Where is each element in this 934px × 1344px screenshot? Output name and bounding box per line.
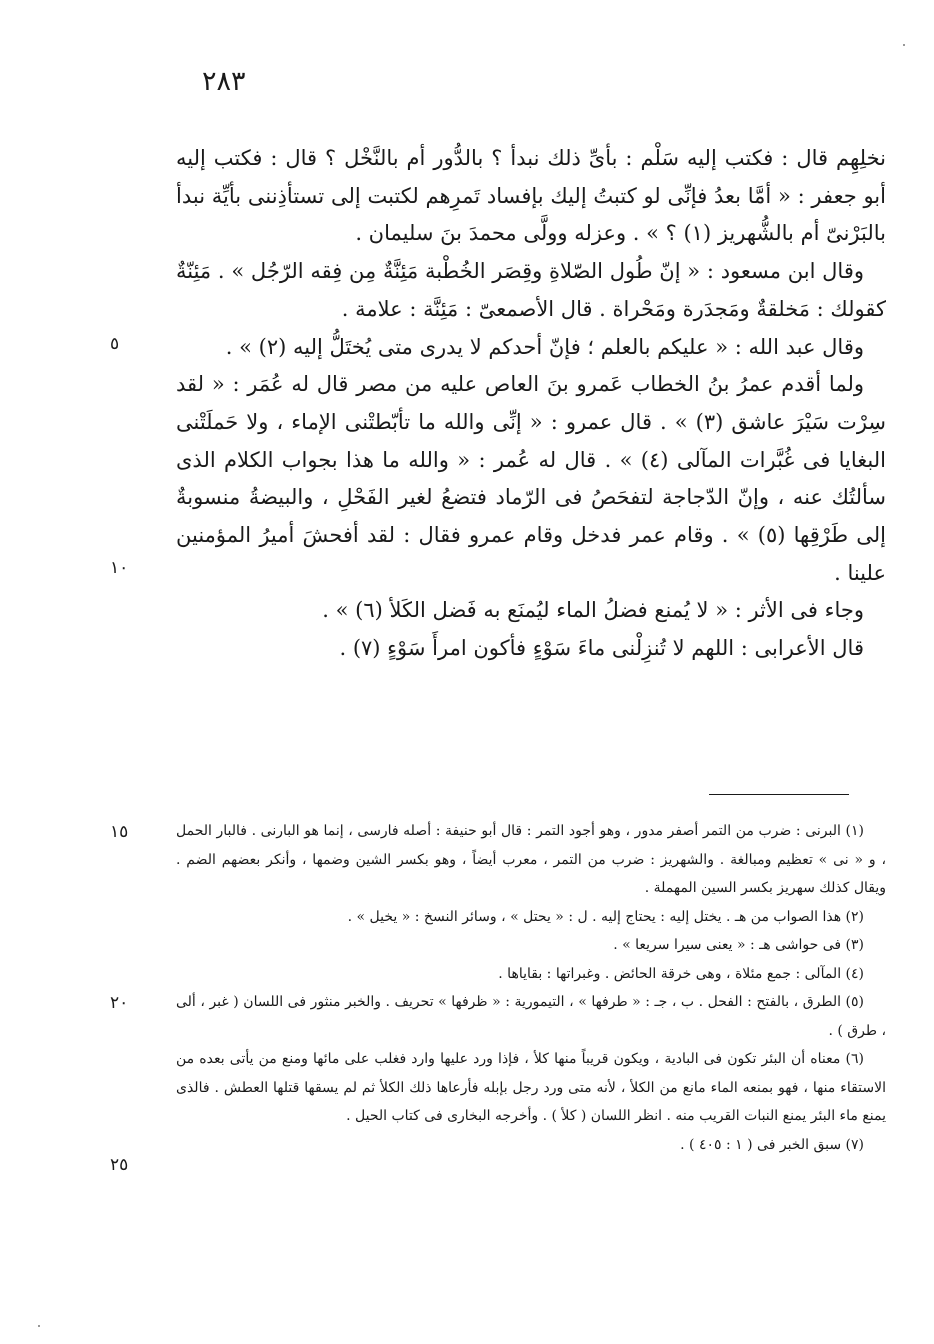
footnote: (١) البرنى : ضرب من التمر أصفر مدور ، وهو أجود التمر : قال أبو حنيفة : أصله فارسى ، إنما هو البارنى . فالبار الحمل ، و « نى » تعظيم ومبالغة . والشهريز : ضرب من التمر ، معرب أيضاً ، وهو بكسر الشين وضمها ، وأنكر بعضهم الضم . ويقال كذلك سهريز بكسر السين المهملة . (176, 823, 886, 896)
paragraph: قال الأعرابى : اللهم لا تُنزِلْنى ماءَ سَوْءٍ فأكون امرأَ سَوْءٍ (٧) . (339, 636, 864, 661)
footnote: (٣) فى حواشى هـ : « يعنى سيرا سريعا » . (613, 937, 864, 953)
line-number-marker: ١٠ (110, 558, 129, 578)
footnote: (٦) معناه أن البئر تكون فى البادية ، ويكون قريباً منها كلأ ، فإذا ورد عليها وارد فغلب على مائها ومنع من يأتى بعده من الاستقاء منها ، فهو بمنعه الماء مانع من الكلأ ، لأنه متى ورد رجل بإبله فأرعاها ذلك الكلأ ثم لم يسقها قتلها العطش . فالذى يمنع ماء البئر يمنع النبات القريب منه . انظر اللسان ( كلأ ) . وأخرجه البخارى فى كتاب الحيل . (176, 1051, 886, 1124)
page-number: ٢٨٣ (202, 66, 246, 97)
footnote-divider (709, 794, 849, 795)
main-text (176, 140, 886, 668)
line-number-marker: ٢٠ (110, 993, 129, 1013)
footnote: (٤) المآلى : جمع مئلاة ، وهى خرقة الحائض . وغبراتها : بقاياها . (498, 965, 864, 982)
line-number-marker: ١٥ (110, 822, 129, 842)
footnote: (٧) سبق الخبر فى ( ١ : ٤٠٥ ) . (680, 1136, 864, 1153)
paragraph: وقال عبد الله : « عليكم بالعلم ؛ فإنّ أحدكم لا يدرى متى يُختَلُّ إليه (٢) » . (225, 334, 864, 359)
paragraph: وقال ابن مسعود : « إنّ طُول الصّلاةِ وقِصَر الخُطْبة مَئِنَّةٌ مِن فِقه الرّجُل » . مَئِنّةٌ كقولك : مَخلقةٌ ومَجدَرة ومَحْراة . قال الأصمعىّ : مَئِنَّة : علامة . (176, 259, 886, 321)
footnote: (٥) الطرق ، بالفتح : الفحل . ب ، جـ : « طرفها » ، التيمورية : « ظرفها » تحريف . والخبر منثور فى اللسان ( غبر ، ألى ، طرق ) . (176, 994, 886, 1039)
line-number-marker: ٢٥ (110, 1155, 129, 1175)
paragraph: وجاء فى الأثر : « لا يُمنع فضلُ الماء ليُمنَع به فَضل الكَلأ (٦) » . (322, 598, 864, 623)
paragraph: نخلِهِم قال : فكتب إليه سَلْم : بأىِّ ذلك نبدأ ؟ بالدُّور أم بالنَّخْل ؟ قال : فكتب إليه أبو جعفر : « أمَّا بعدُ فإنِّى لو كتبتُ إليك بإفساد تَمرِهم لكتبت إلى تستأذِننى بأيِّة نبدأ بالبَرْنىّ أم بالشُّهريز (١) ؟ » . وعزله وولَّى محمدَ بنَ سليمان . (176, 146, 886, 246)
paper-speck (903, 44, 905, 46)
footnotes (176, 817, 886, 1159)
footnote: (٢) هذا الصواب من هـ . يختل إليه : يحتاج إليه . ل : « يحتل » ، وسائر النسخ : « يخيل » . (347, 908, 864, 925)
paragraph: ولما أقدم عمرُ بنُ الخطاب عَمرو بنَ العاص عليه من مصر قال له عُمَر : « لقد سِرْت سَيْرَ عاشق (٣) » . قال عمرو : « إنِّى والله ما تأبّطتْنى الإماء ، ولا حَملَتْنى البغايا فى غُبَّرات المآلى (٤) » . قال له عُمر : « والله ما هذا بجواب الكلام الذى سألتُك عنه ، وإنّ الدّجاجة لتفحَصُ فى الرّماد فتضعُ لغير الفَحْلِ ، والبيضةُ منسوبةٌ إلى طَرْقِها (٥) » . وقام عمر فدخل وقام عمرو فقال : لقد أفحشَ أميرُ المؤمنين علينا . (176, 372, 886, 585)
line-number-marker: ٥ (110, 334, 120, 354)
paper-speck (38, 1325, 40, 1327)
